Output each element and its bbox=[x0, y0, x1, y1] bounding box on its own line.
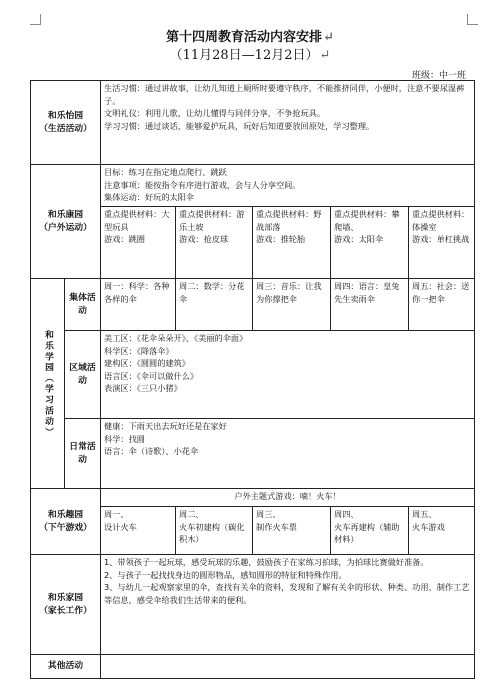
outdoor-goals: 目标：练习在指定地点爬行、跳跃 注意事项：能按指令有序进行游戏，会与人分享空间。 集体运动：好玩的太阳伞 bbox=[101, 165, 475, 207]
group-day-cell: 周五：社会：送你一把伞 bbox=[409, 279, 475, 331]
row-fun-theme bbox=[31, 489, 475, 507]
other-content bbox=[101, 655, 475, 679]
fun-day-cell: 周四、 火车再建构（辅助材料） bbox=[331, 507, 409, 555]
sub-label-daily: 日常活动 bbox=[65, 419, 101, 489]
row-life bbox=[31, 81, 475, 165]
schedule-table bbox=[30, 80, 475, 679]
group-day-cell: 周一：科学：各种各样的伞 bbox=[101, 279, 176, 331]
home-content: 1、带领孩子一起玩球，感受玩球的乐趣，鼓励孩子在家练习拍球，为拍球比赛做好准备。 2、与孩子一起找找身边的圆形物品，感知圆形的特征和特殊作用。 3、与幼儿一起观察家里的伞，查找有关伞的资料，发现和了解有关伞的形状、种类、功用、制作工艺等信息，感受伞给我们生活带来的便利。 bbox=[101, 555, 475, 655]
daily-content: 健康：下雨天出去玩好还是在家好 科学：找圆 语言：伞（诗歌）、小花伞 bbox=[101, 419, 475, 489]
row-label-outdoor: 和乐康园 （户外运动） bbox=[31, 165, 101, 279]
class-label: 班级：中一班 bbox=[411, 71, 466, 81]
fun-day-cell: 周三、 制作火车票 bbox=[253, 507, 331, 555]
life-content: 生活习惯：通过讲故事，让幼儿知道上厕所时要遵守秩序，不能推挤同伴，小便时，注意不要尿湿裤子。 文明礼仪：利用儿歌，让幼儿懂得与同伴分享，不争抢玩具。 学习习惯：通过谈话，能够爱护玩具，玩好后知道要放回原处，学习整理。 bbox=[101, 81, 475, 165]
row-study-area bbox=[31, 331, 475, 419]
row-study-daily bbox=[31, 419, 475, 489]
row-label-other: 其他活动 bbox=[31, 655, 101, 679]
fun-day-cell: 周五、 火车游戏 bbox=[409, 507, 475, 555]
row-study-group bbox=[31, 279, 475, 331]
fun-day-cell: 周一、 设计火车 bbox=[101, 507, 176, 555]
outdoor-day-cell: 重点提供材料：大型玩具 游戏：跳圈 bbox=[101, 207, 176, 279]
fun-theme: 户外主题式游戏：嘀！火车！ bbox=[101, 489, 475, 507]
date-range: （11月28日—12月2日）↵ bbox=[169, 48, 331, 63]
group-day-cell: 周二：数学：分花伞 bbox=[176, 279, 253, 331]
row-outdoor bbox=[31, 165, 475, 207]
row-label-fun: 和乐趣园 （下午游戏） bbox=[31, 489, 101, 555]
group-day-cell: 周四：语言：皇兔先生卖雨伞 bbox=[331, 279, 409, 331]
outdoor-day-cell: 重点提供材料：野战部落 游戏：推轮胎 bbox=[253, 207, 331, 279]
margin-corner-mark bbox=[467, 14, 478, 25]
group-day-cell: 周三：音乐：让我为你撑把伞 bbox=[253, 279, 331, 331]
margin-corner-mark bbox=[30, 14, 41, 25]
row-label-home: 和乐家园 （家长工作） bbox=[31, 555, 101, 655]
outdoor-day-cell: 重点提供材料：游乐土坡 游戏：抢皮球 bbox=[176, 207, 253, 279]
sub-label-area: 区域活动 bbox=[65, 331, 101, 419]
row-other bbox=[31, 655, 475, 679]
fun-day-cell: 周二、 火车初建构（碳化积木） bbox=[176, 507, 253, 555]
row-home bbox=[31, 555, 475, 655]
outdoor-day-cell: 重点提供材料：攀爬墙、 游戏：太阳伞 bbox=[331, 207, 409, 279]
row-label-study: 和乐学园（学习活动） bbox=[31, 279, 65, 489]
row-label-life: 和乐怡园 （生活活动） bbox=[31, 81, 101, 165]
page-title: 第十四周教育活动内容安排↵ bbox=[166, 30, 334, 45]
area-content: 美工区：《花伞朵朵开》、《美丽的伞面》 科学区：《降落伞》 建构区：《圆圆的建筑》 语言区：《伞可以做什么》 表演区：《三只小猪》 bbox=[101, 331, 475, 419]
sub-label-group: 集体活动 bbox=[65, 279, 101, 331]
outdoor-day-cell: 重点提供材料：体操室 游戏：单杠挑战 bbox=[409, 207, 475, 279]
